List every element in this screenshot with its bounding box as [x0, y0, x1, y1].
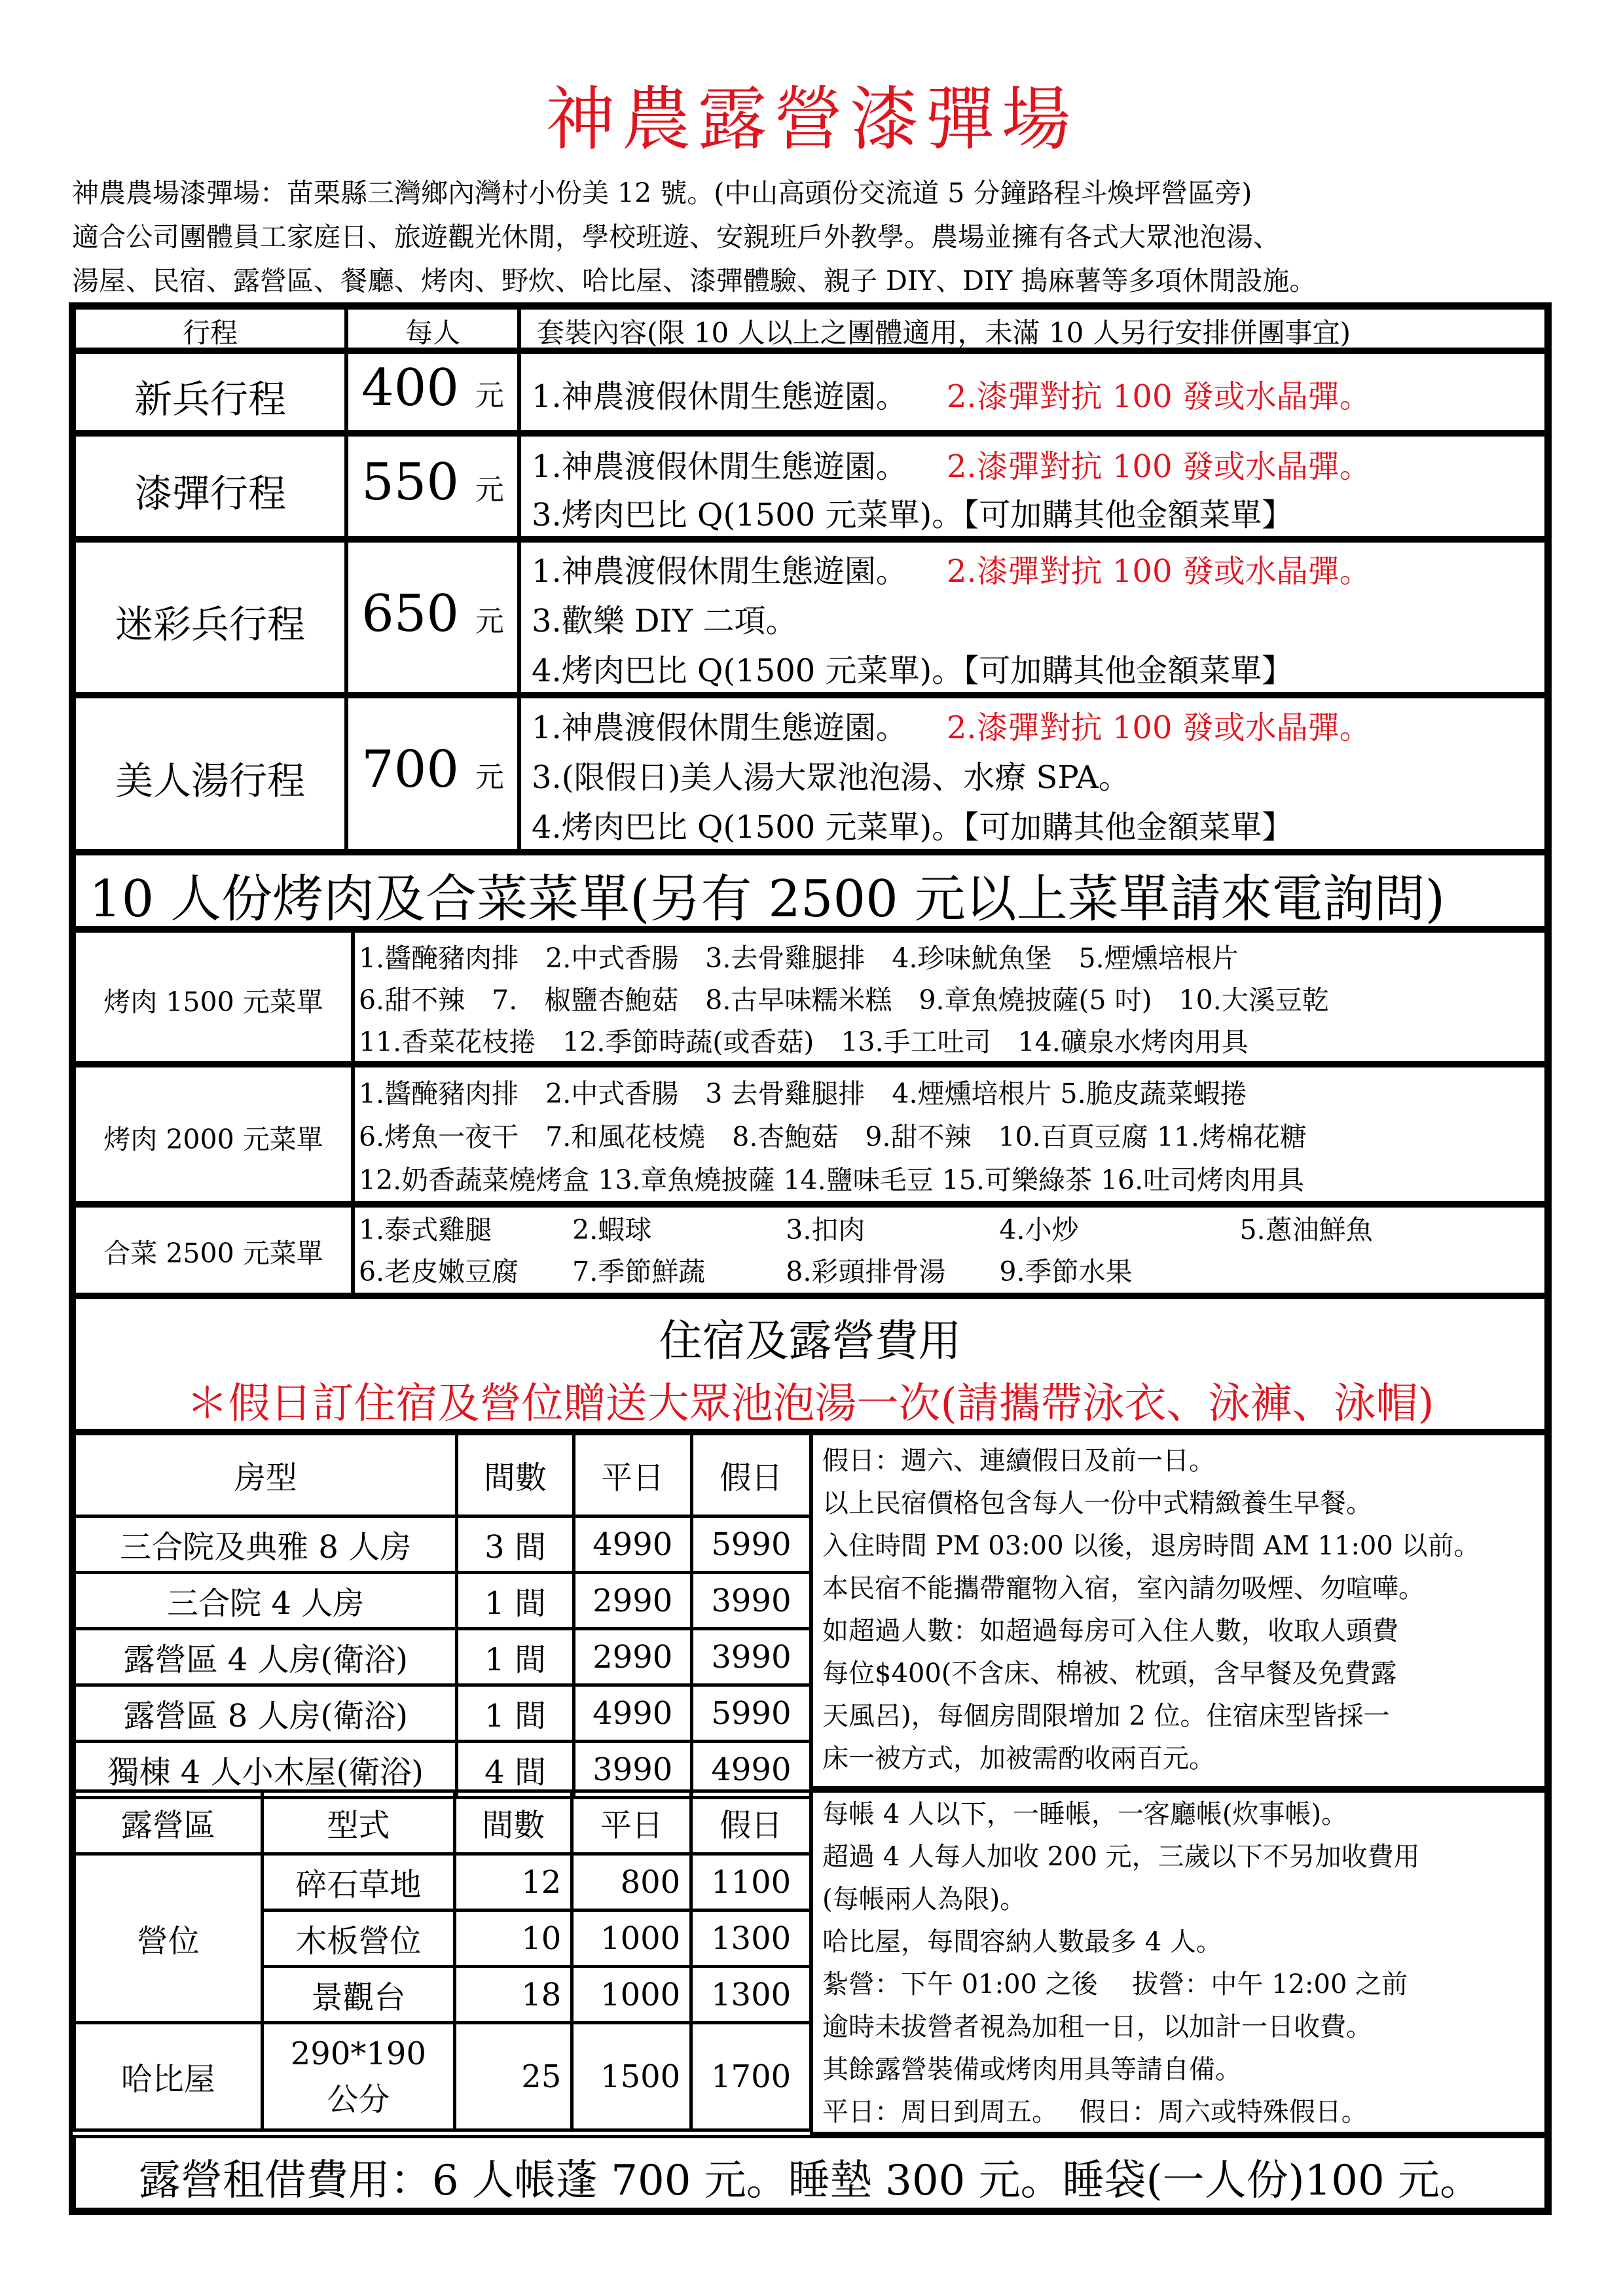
- rooms-header-holiday: 假日: [691, 1434, 811, 1516]
- plan-price: 550 元: [361, 453, 504, 512]
- rooms-header-count: 間數: [457, 1434, 574, 1516]
- menu-line: 6.甜不辣 7. 椒鹽杏鮑菇 8.古早味糯米糕 9.章魚燒披薩(5 吋) 10.大溪豆乾: [359, 984, 1329, 1016]
- rooms-note-line: 如超過人數：如超過每房可入住人數，收取人頭費: [822, 1616, 1398, 1646]
- room-holiday-price: 5990: [691, 1516, 811, 1573]
- camp-site-type: 景觀台: [262, 1967, 455, 2023]
- plan-name: 漆彈行程: [134, 471, 286, 516]
- rooms-note-line: 每位$400(不含床、棉被、枕頭，含早餐及免費露: [822, 1659, 1397, 1689]
- rooms-header-type: 房型: [75, 1434, 457, 1516]
- room-weekday-price: 2990: [574, 1629, 691, 1685]
- rooms-table: [73, 1432, 812, 1799]
- room-count: 4 間: [457, 1742, 574, 1798]
- plan-price: 650 元: [361, 584, 504, 643]
- plan-line: 3.烤肉巴比 Q(1500 元菜單)。【可加購其他金額菜單】: [532, 497, 1294, 533]
- camp-holiday-price: 1300: [691, 1967, 811, 2023]
- room-count: 3 間: [457, 1516, 574, 1573]
- rooms-note-line: 本民宿不能攜帶寵物入宿，室內請勿吸煙、勿喧嘩。: [822, 1573, 1425, 1604]
- plan-line: 1.神農渡假休閒生態遊園。 2.漆彈對抗 100 發或水晶彈。: [532, 378, 1371, 415]
- room-weekday-price: 4990: [574, 1516, 691, 1573]
- lodging-title: 住宿及露營費用: [659, 1316, 962, 1366]
- rooms-note-line: 床一被方式，加被需酌收兩百元。: [822, 1744, 1215, 1774]
- rooms-header-weekday: 平日: [574, 1434, 691, 1516]
- camping-table: [73, 1789, 812, 2132]
- menu-line: 6.烤魚一夜干 7.和風花枝燒 8.杏鮑菇 9.甜不辣 10.百頁豆腐 11.烤棉花糖: [359, 1121, 1307, 1153]
- rooms-note-line: 以上民宿價格包含每人一份中式精緻養生早餐。: [822, 1488, 1372, 1518]
- menu-line: 1.醬醃豬肉排 2.中式香腸 3.去骨雞腿排 4.珍味魷魚堡 5.煙燻培根片: [359, 942, 1239, 974]
- hobbit-holiday-price: 1700: [691, 2023, 811, 2130]
- menu-line: 6.老皮嫩豆腐 7.季節鮮蔬 8.彩頭排骨湯 9.季節水果: [359, 1256, 1133, 1287]
- table-row: [75, 1516, 811, 1573]
- camp-notes: [822, 1793, 1420, 2134]
- camp-site-count: 18: [455, 1967, 572, 2023]
- room-holiday-price: 5990: [691, 1685, 811, 1742]
- camp-header-weekday: 平日: [572, 1791, 691, 1854]
- plans-header-trip: 行程: [182, 317, 238, 349]
- hobbit-count: 25: [455, 2023, 572, 2130]
- plan-line: 1.神農渡假休閒生態遊園。 2.漆彈對抗 100 發或水晶彈。: [532, 448, 1371, 485]
- room-count: 1 間: [457, 1629, 574, 1685]
- camp-header-holiday: 假日: [691, 1791, 811, 1854]
- camp-note-line: 紮營：下午 01:00 之後 拔營：中午 12:00 之前: [822, 1969, 1408, 2000]
- plan-name: 新兵行程: [134, 377, 286, 422]
- room-count: 1 間: [457, 1685, 574, 1742]
- plan-price: 400 元: [361, 359, 504, 418]
- camp-site-count: 12: [455, 1854, 572, 1910]
- room-weekday-price: 4990: [574, 1685, 691, 1742]
- camp-holiday-price: 1100: [691, 1854, 811, 1910]
- hobbit-size: [262, 2023, 455, 2130]
- table-row: [75, 1629, 811, 1685]
- menu-name: 烤肉 1500 元菜單: [103, 986, 323, 1018]
- room-holiday-price: 3990: [691, 1629, 811, 1685]
- intro-text: [72, 171, 1578, 303]
- plan-line: 3.(限假日)美人湯大眾池泡湯、水療 SPA。: [532, 759, 1130, 796]
- room-type: 三合院及典雅 8 人房: [75, 1516, 457, 1573]
- plan-line: 4.烤肉巴比 Q(1500 元菜單)。【可加購其他金額菜單】: [532, 809, 1294, 846]
- camp-note-line: 哈比屋，每間容納人數最多 4 人。: [822, 1927, 1222, 1957]
- menu-line: 1.醬醃豬肉排 2.中式香腸 3 去骨雞腿排 4.煙燻培根片 5.脆皮蔬菜蝦捲: [359, 1078, 1247, 1109]
- page-title: 神農露營漆彈場: [545, 79, 1078, 160]
- plans-header-content: 套裝內容(限 10 人以上之團體適用，未滿 10 人另行安排併團事宜): [537, 317, 1351, 349]
- rooms-note-line: 假日：週六、連續假日及前一日。: [822, 1446, 1215, 1476]
- table-row: [75, 1685, 811, 1742]
- rental-fees: 露營租借費用：6 人帳蓬 700 元。睡墊 300 元。睡袋(一人份)100 元。: [138, 2157, 1482, 2205]
- camp-weekday-price: 1000: [572, 1967, 691, 2023]
- plans-header-price: 每人: [405, 317, 460, 349]
- menu-name: 烤肉 2000 元菜單: [103, 1124, 323, 1155]
- camp-group-hobbit: 哈比屋: [75, 2023, 263, 2130]
- camp-note-line: 超過 4 人每人加收 200 元，三歲以下不另加收費用: [822, 1842, 1420, 1872]
- hobbit-size-unit: 公分: [327, 2081, 390, 2118]
- camp-note-line: 其餘露營裝備或烤肉用具等請自備。: [822, 2054, 1241, 2085]
- menu-name: 合菜 2500 元菜單: [103, 1238, 323, 1269]
- room-type: 露營區 4 人房(衛浴): [75, 1629, 457, 1685]
- room-weekday-price: 3990: [574, 1742, 691, 1798]
- camp-header-count: 間數: [455, 1791, 572, 1854]
- room-count: 1 間: [457, 1573, 574, 1629]
- menu-line: 11.香菜花枝捲 12.季節時蔬(或香菇) 13.手工吐司 14.礦泉水烤肉用具: [359, 1026, 1249, 1058]
- room-holiday-price: 4990: [691, 1742, 811, 1798]
- room-type: 露營區 8 人房(衛浴): [75, 1685, 457, 1742]
- rooms-note-line: 入住時間 PM 03:00 以後，退房時間 AM 11:00 以前。: [822, 1531, 1480, 1561]
- camp-note-line: (每帳兩人為限)。: [822, 1884, 1027, 1914]
- plan-name: 迷彩兵行程: [115, 602, 305, 647]
- room-weekday-price: 2990: [574, 1573, 691, 1629]
- intro-line: 神農農場漆彈場：苗栗縣三灣鄉內灣村小份美 12 號。(中山高頭份交流道 5 分鐘路程斗煥坪營區旁): [72, 177, 1252, 209]
- table-row: [75, 1854, 811, 1910]
- plan-name: 美人湯行程: [115, 759, 305, 803]
- rooms-notes: [822, 1440, 1480, 1780]
- plan-line: 4.烤肉巴比 Q(1500 元菜單)。【可加購其他金額菜單】: [532, 653, 1294, 689]
- camp-note-line: 平日：周日到周五。 假日：周六或特殊假日。: [822, 2097, 1368, 2127]
- camp-site-type: 碎石草地: [262, 1854, 455, 1910]
- plan-line: 1.神農渡假休閒生態遊園。 2.漆彈對抗 100 發或水晶彈。: [532, 553, 1371, 590]
- menu-title: 10 人份烤肉及合菜菜單(另有 2500 元以上菜單請來電詢問): [89, 870, 1446, 929]
- camp-header-area: 露營區: [75, 1791, 263, 1854]
- table-row: [75, 1573, 811, 1629]
- camp-note-line: 逾時未拔營者視為加租一日，以加計一日收費。: [822, 2012, 1372, 2042]
- lodging-promo: ＊假日訂住宿及營位贈送大眾池泡湯一次(請攜帶泳衣、泳褲、泳帽): [186, 1380, 1434, 1428]
- camp-site-count: 10: [455, 1910, 572, 1967]
- room-holiday-price: 3990: [691, 1573, 811, 1629]
- plan-price: 700 元: [361, 740, 504, 799]
- menu-line: 1.泰式雞腿 2.蝦球 3.扣肉 4.小炒 5.蔥油鮮魚: [359, 1214, 1373, 1246]
- intro-line: 適合公司團體員工家庭日、旅遊觀光休閒，學校班遊、安親班戶外教學。農場並擁有各式大眾池泡湯、: [72, 221, 1280, 253]
- camp-weekday-price: 800: [572, 1854, 691, 1910]
- intro-line: 湯屋、民宿、露營區、餐廳、烤肉、野炊、哈比屋、漆彈體驗、親子 DIY、DIY 搗麻薯等多項休閒設施。: [72, 265, 1317, 296]
- camp-group-sites: 營位: [75, 1854, 263, 2023]
- camp-weekday-price: 1000: [572, 1910, 691, 1967]
- hobbit-size-dimensions: 290*190: [290, 2035, 426, 2072]
- room-type: 獨棟 4 人小木屋(衛浴): [75, 1742, 457, 1798]
- plan-line: 3.歡樂 DIY 二項。: [532, 603, 797, 639]
- hobbit-weekday-price: 1500: [572, 2023, 691, 2130]
- plan-line: 1.神農渡假休閒生態遊園。 2.漆彈對抗 100 發或水晶彈。: [532, 709, 1371, 746]
- camp-note-line: 每帳 4 人以下，一睡帳，一客廳帳(炊事帳)。: [822, 1799, 1348, 1829]
- camp-site-type: 木板營位: [262, 1910, 455, 1967]
- table-row: [75, 2023, 811, 2130]
- menu-line: 12.奶香蔬菜燒烤盒 13.章魚燒披薩 14.鹽味毛豆 15.可樂綠茶 16.吐司烤肉用具: [359, 1164, 1305, 1196]
- room-type: 三合院 4 人房: [75, 1573, 457, 1629]
- rooms-note-line: 天風呂)，每個房間限增加 2 位。住宿床型皆採一: [822, 1701, 1390, 1731]
- camp-holiday-price: 1300: [691, 1910, 811, 1967]
- camp-header-type: 型式: [262, 1791, 455, 1854]
